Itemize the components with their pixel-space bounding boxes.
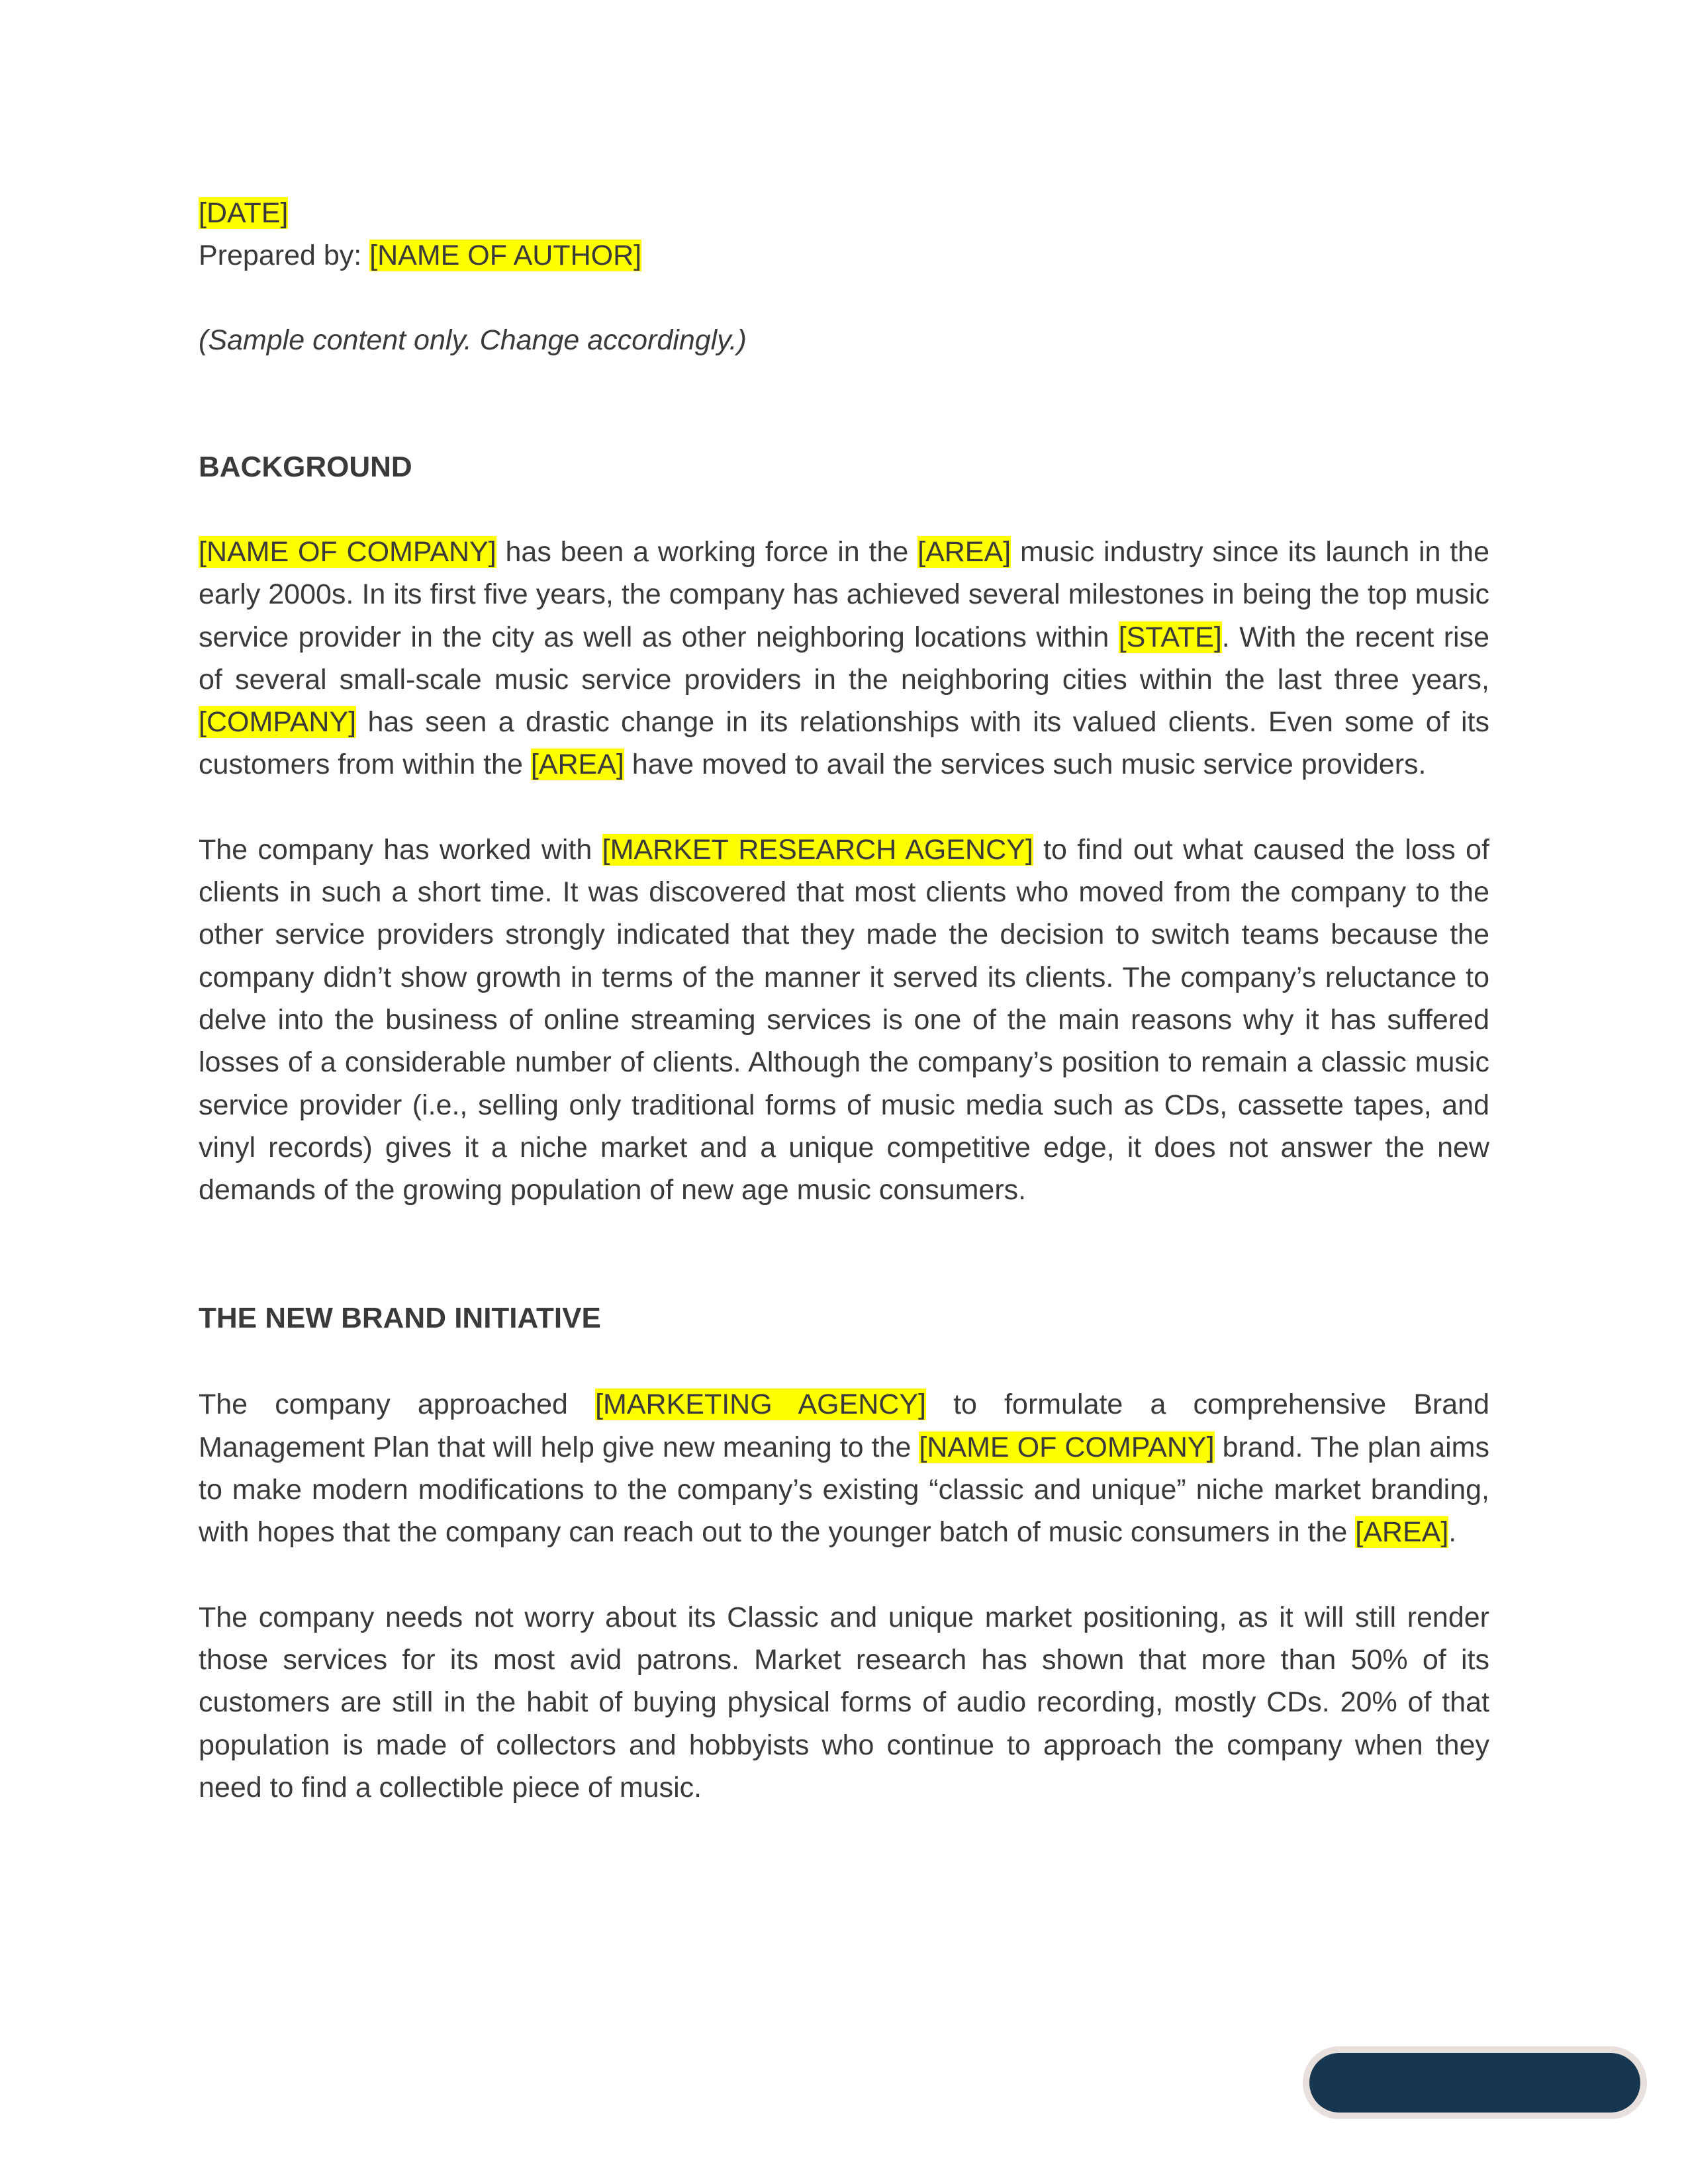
paragraph-text: have moved to avail the services such music service providers. xyxy=(624,749,1427,781)
paragraph-text: to formulate a comprehensive Brand Management Plan that will help give new meaning to the xyxy=(199,1388,1489,1463)
document-body xyxy=(199,192,1489,1809)
paragraph-text: music industry since its launch in the early 2000s. In its first five years, the company has achieved several milestones in being the top music service provider in the city as well as other neighboring locations within xyxy=(199,536,1490,653)
section-heading-background: BACKGROUND xyxy=(199,451,412,483)
paragraph-text: . With the recent rise of several small-scale music service providers in the neighboring cities within the last three years, xyxy=(199,621,1489,696)
footer-pill-button[interactable] xyxy=(1303,2046,1647,2119)
paragraph-text: has seen a drastic change in its relationships with its valued clients. Even some of its customers from within the xyxy=(199,706,1489,781)
paragraph-text: brand. The plan aims to make modern modifications to the company’s existing “classic and unique” niche market branding, with hopes that the company can reach out to the younger batch of music consumers in the xyxy=(199,1431,1489,1549)
market-research-agency-placeholder: [MARKET RESEARCH AGENCY] xyxy=(602,833,1033,866)
area-placeholder: [AREA] xyxy=(530,749,624,781)
state-placeholder: [STATE] xyxy=(1118,621,1222,653)
paragraph-text: The company approached xyxy=(199,1388,596,1421)
date-line xyxy=(199,192,1489,234)
prepared-by-line xyxy=(199,234,1489,277)
brand-paragraph-2: The company needs not worry about its Classic and unique market positioning, as it will still render those services for its most avid patrons. Market research has shown that more than 50% of its customers are still in the habit of buying physical forms of audio recording, mostly CDs. 20% of that population is made of collectors and hobbyists who continue to approach the company when they need to find a collectible piece of music. xyxy=(199,1601,1489,1803)
area-placeholder: [AREA] xyxy=(1355,1516,1449,1549)
brand-paragraph-1 xyxy=(199,1383,1489,1553)
background-paragraph-2 xyxy=(199,829,1489,1212)
company-short-placeholder: [COMPANY] xyxy=(199,706,357,739)
paragraph-text: to find out what caused the loss of clients in such a short time. It was discovered that most clients who moved from the company to the other service providers strongly indicated that they made the decision to switch teams because the company didn’t show growth in terms of the manner it served its clients. The company’s reluctance to delve into the business of online streaming services is one of the main reasons why it has suffered losses of a considerable number of clients. Although the company’s position to remain a classic music service provider (i.e., selling only traditional forms of music media such as CDs, cassette tapes, and vinyl records) gives it a niche market and a unique competitive edge, it does not answer the new demands of the growing population of new age music consumers. xyxy=(199,833,1489,1206)
area-placeholder: [AREA] xyxy=(917,536,1011,568)
paragraph-text: The company has worked with xyxy=(199,833,602,866)
paragraph-text: . xyxy=(1448,1516,1457,1549)
marketing-agency-placeholder: [MARKETING AGENCY] xyxy=(595,1388,926,1421)
author-placeholder: [NAME OF AUTHOR] xyxy=(369,240,642,271)
section-heading-brand-initiative: THE NEW BRAND INITIATIVE xyxy=(199,1302,601,1335)
company-placeholder: [NAME OF COMPANY] xyxy=(919,1431,1215,1463)
footer-pill-fill xyxy=(1309,2053,1640,2113)
paragraph-text: has been a working force in the xyxy=(496,536,918,568)
date-placeholder: [DATE] xyxy=(199,197,289,229)
prepared-by-label: Prepared by: xyxy=(199,240,370,271)
sample-note: (Sample content only. Change accordingly.) xyxy=(199,324,747,356)
background-paragraph-1 xyxy=(199,531,1489,786)
company-placeholder: [NAME OF COMPANY] xyxy=(199,536,496,568)
